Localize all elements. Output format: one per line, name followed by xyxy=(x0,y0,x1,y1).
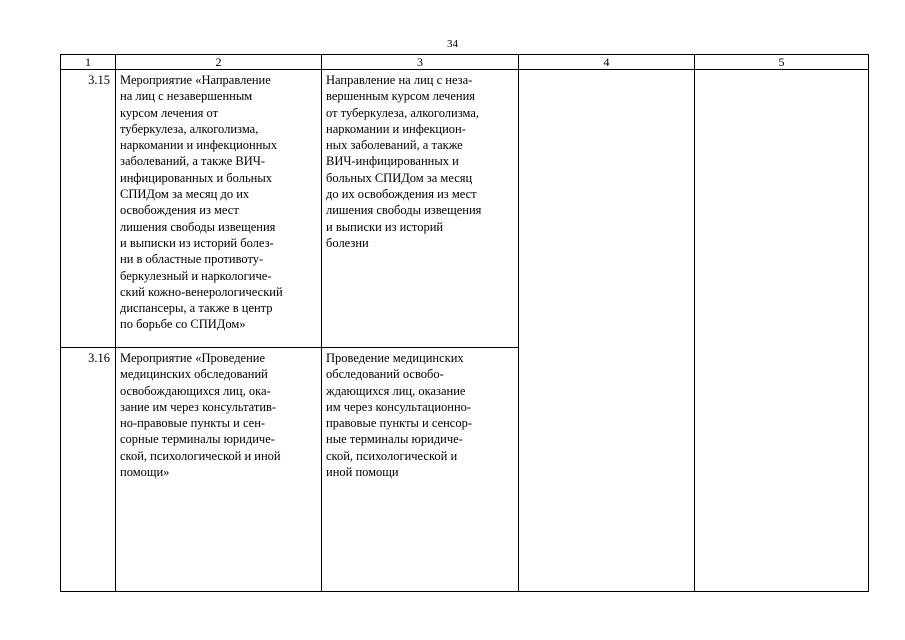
column-header-1: 1 xyxy=(61,55,116,70)
text-line: Мероприятие «Направление xyxy=(120,73,271,87)
column-header-5: 5 xyxy=(695,55,869,70)
text-line: заболеваний, а также ВИЧ- xyxy=(120,154,266,169)
text-line: помощи» xyxy=(120,465,170,480)
text-line: ской, психологической и иной xyxy=(120,448,281,463)
text-line: лишения свободы извещения xyxy=(326,203,482,218)
text-line: но-правовые пункты и сен- xyxy=(120,416,266,431)
text-line: диспансеры, а также в центр xyxy=(120,301,273,316)
column-header-4: 4 xyxy=(519,55,695,70)
text-line: инфицированных и больных xyxy=(120,170,273,185)
text-line: на лиц с незавершенным xyxy=(120,89,253,104)
measure-summary xyxy=(322,70,519,348)
text-line: сорные терминалы юридиче- xyxy=(120,432,275,447)
text-line: медицинских обследований xyxy=(120,367,268,382)
row-number: 3.15 xyxy=(61,70,116,348)
column-header-3: 3 xyxy=(322,55,519,70)
text-line: наркомании и инфекцион- xyxy=(326,121,466,136)
measures-table xyxy=(60,54,869,592)
text-line: от туберкулеза, алкоголизма, xyxy=(326,105,479,120)
text-line: ждающихся лиц, оказание xyxy=(326,383,466,398)
measure-summary xyxy=(322,348,519,592)
column-4-cell xyxy=(519,70,695,592)
text-line: иной помощи xyxy=(326,465,399,480)
text-line: больных СПИДом за месяц xyxy=(326,170,473,185)
text-line: болезни xyxy=(326,235,369,250)
text-line: ской, психологической и xyxy=(326,448,458,463)
text-line: и выписки из историй xyxy=(326,219,444,234)
text-line: ский кожно-венерологический xyxy=(120,284,283,299)
page-number: 34 xyxy=(447,38,458,50)
text-line: освобождающихся лиц, ока- xyxy=(120,383,271,398)
text-line: Направление на лиц с неза- xyxy=(326,73,473,87)
text-line: зание им через консультатив- xyxy=(120,399,277,414)
text-line: Проведение медицинских xyxy=(326,351,464,365)
row-number: 3.16 xyxy=(61,348,116,592)
text-line: обследований освобо- xyxy=(326,367,444,382)
column-header-2: 2 xyxy=(116,55,322,70)
table-row xyxy=(61,70,869,348)
text-line: лишения свободы извещения xyxy=(120,219,276,234)
text-line: освобождения из мест xyxy=(120,203,239,218)
text-line: ные терминалы юридиче- xyxy=(326,432,463,447)
text-line: правовые пункты и сенсор- xyxy=(326,416,473,431)
text-line: им через консультационно- xyxy=(326,399,472,414)
text-line: и выписки из историй болез- xyxy=(120,235,274,250)
text-line: ни в областные противоту- xyxy=(120,252,264,267)
text-line: до их освобождения из мест xyxy=(326,187,477,202)
text-line: курсом лечения от xyxy=(120,105,219,120)
text-line: вершенным курсом лечения xyxy=(326,89,476,104)
text-line: туберкулеза, алкоголизма, xyxy=(120,121,259,136)
text-line: беркулезный и наркологиче- xyxy=(120,268,272,283)
measure-description xyxy=(116,348,322,592)
text-line: СПИДом за месяц до их xyxy=(120,187,250,202)
column-5-cell xyxy=(695,70,869,592)
measure-description xyxy=(116,70,322,348)
text-line: по борьбе со СПИДом» xyxy=(120,317,246,332)
table-header-row xyxy=(61,55,869,70)
text-line: ных заболеваний, а также xyxy=(326,138,463,153)
text-line: ВИЧ-инфицированных и xyxy=(326,154,459,169)
text-line: Мероприятие «Проведение xyxy=(120,351,266,365)
text-line: наркомании и инфекционных xyxy=(120,138,278,153)
